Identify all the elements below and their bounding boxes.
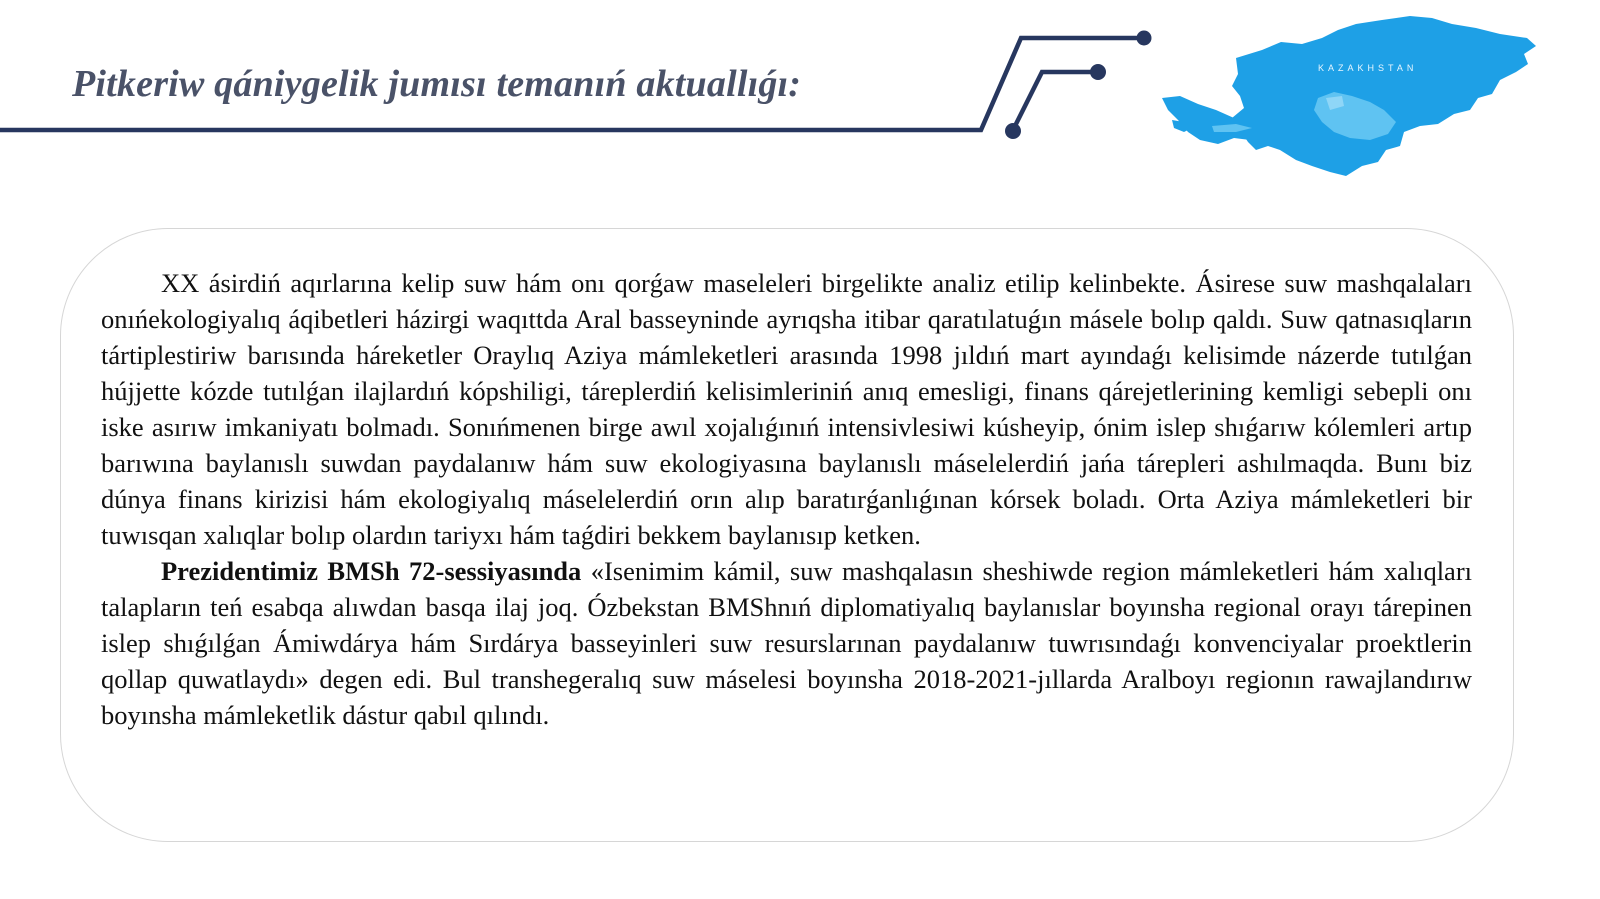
slide-title: Pitkeriw qániygelik jumısı temanıń aktuallıǵı: [72,63,802,105]
paragraph-2-lead: Prezidentimiz BMSh 72-sessiyasında [161,556,582,586]
paragraph-2 [101,553,1472,733]
circuit-lines-icon [1005,64,1106,139]
paragraph-2-body: «Isenimim kámil, suw mashqalasın sheshiwde region mámleketleri hám xalıqları talapların teń esabqa alıwdan basqa ilaj joq. Ózbekstan BMShnıń diplomatiyalıq baylanıslar boyınsha regional orayı tárepinen islep shıǵılǵan Ámiwdárya hám Sırdárya basseyinleri suw resurslarınan paydalanıw tuwrısındaǵı konvenciyalar proektlerin qollap quwatlaydı» degen edi. Bul transhegeralıq suw máselesi boyınsha 2018-2021-jıllarda Aralboyı regionın rawajlandırıw boyınsha mámleketlik dástur qabıl qılındı. [101,556,1473,730]
circuit-dot-top [1137,31,1152,46]
paragraph-1: XX ásirdiń aqırlarına kelip suw hám onı qorǵaw maseleleri birgelikte analiz etilip kelinbekte. Ásirese suw mashqalaları onıńekologiyalıq áqibetleri házirgi waqıttda Aral basseyninde ayrıqsha itibar qaratılatuǵın másele bolıp qaldı. Suw qatnasıqların tártiplestiriw barısında háreketler Oraylıq Aziya mámleketleri arasında 1998 jıldıń mart ayındaǵı kelisimde názerde tutılǵan hújjette kózde tutılǵan ilajlardıń kópshiligi, táreplerdiń kelisimleriniń anıq emesligi, finans qárejetlerining kemligi sebepli onı iske asırıw imkaniyatı bolmadı. Sonıńmenen birge awıl xojalıǵınıń intensivlesiwi kúsheyip, ónim islep shıǵarıw kólemleri artıp barıwına baylanıslı suwdan paydalanıw hám suw ekologiyasına baylanıslı máselelerdiń jańa tárepleri ashılmaqda. Bunı biz dúnya finans kirizisi hám ekologiyalıq máselelerdiń orın alıp baratırǵanlıǵınan kórsek boladı. Orta Aziya mámleketleri bir tuwısqan xalıqlar bolıp olardın tariyxı hám taǵdiri bekkem baylanısıp ketken. [101,268,1472,550]
map-label: KAZAKHSTAN [1318,63,1418,73]
central-asia-map-icon [1162,16,1536,176]
content-text [101,265,1472,733]
